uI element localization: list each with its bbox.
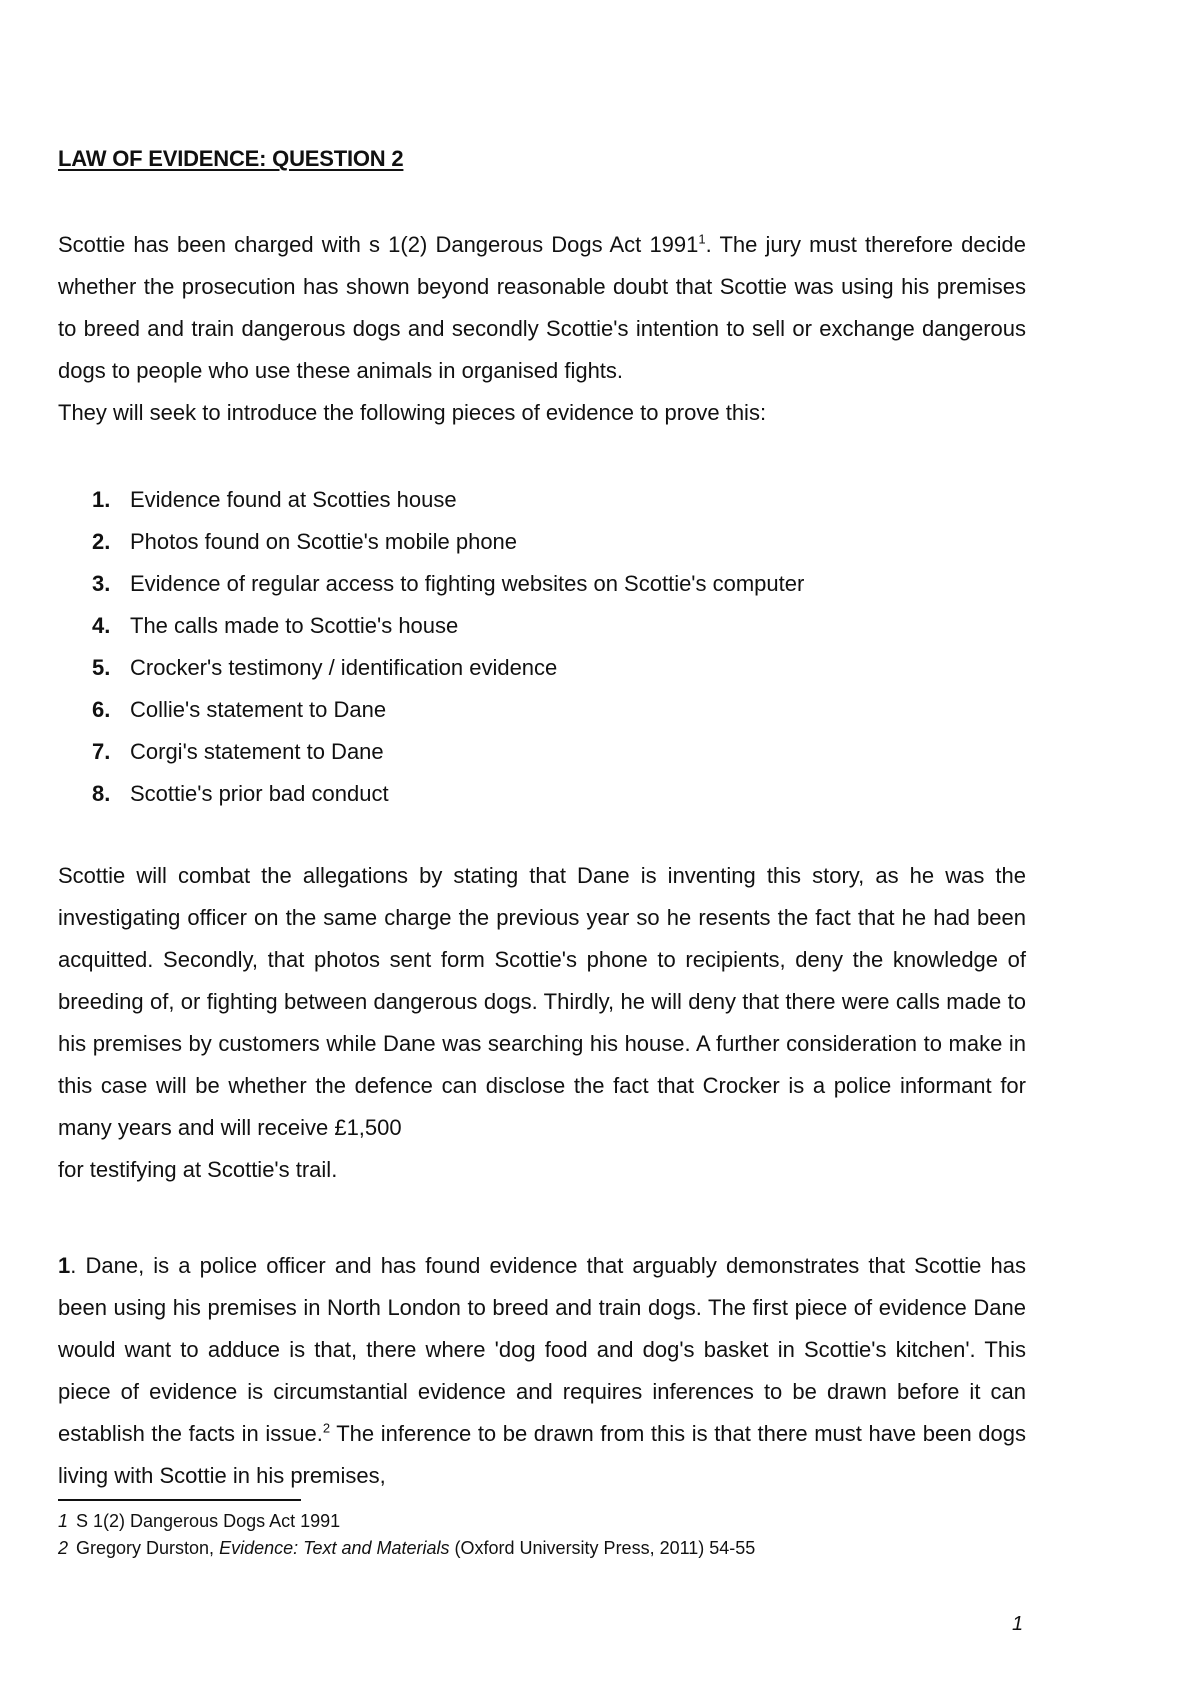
evidence-number: 6. — [92, 697, 111, 722]
evidence-item — [92, 647, 804, 689]
footnote-1 — [58, 1508, 755, 1535]
evidence-number: 5. — [92, 655, 111, 680]
footnote-2 — [58, 1535, 755, 1562]
footnote-number: 1 — [58, 1511, 69, 1531]
evidence-number: 2. — [92, 529, 111, 554]
point-number: 1 — [58, 1253, 71, 1278]
evidence-text: Collie's statement to Dane — [130, 697, 387, 722]
allegation-last-line: for testifying at Scottie's trail. — [58, 1157, 338, 1182]
point-one-text-continued: The inference to be drawn from this is that there must have been dogs living with Scottie in his premises, — [58, 1421, 1026, 1488]
footnote-ref-1[interactable]: 1 — [698, 231, 706, 247]
evidence-text: Corgi's statement to Dane — [130, 739, 384, 764]
intro-text: Scottie has been charged with s 1(2) Dangerous Dogs Act 1991 — [58, 232, 699, 257]
evidence-number: 4. — [92, 613, 111, 638]
evidence-text: Evidence found at Scotties house — [130, 487, 457, 512]
evidence-item — [92, 479, 804, 521]
evidence-text: Scottie's prior bad conduct — [130, 781, 389, 806]
evidence-number: 8. — [92, 781, 111, 806]
footnotes — [58, 1508, 755, 1562]
footnote-separator — [58, 1499, 301, 1501]
intro-last-line: They will seek to introduce the following pieces of evidence to prove this: — [58, 400, 767, 425]
evidence-list — [92, 479, 804, 815]
evidence-item — [92, 563, 804, 605]
footnote-publisher: (Oxford University Press, 2011) 54-55 — [449, 1538, 756, 1558]
evidence-item — [92, 731, 804, 773]
evidence-number: 7. — [92, 739, 111, 764]
evidence-number: 3. — [92, 571, 111, 596]
footnote-book-title: Evidence: Text and Materials — [219, 1538, 450, 1558]
point-one-text: . Dane, is a police officer and has found evidence that arguably demonstrates that Scottie has been using his premises in North London to breed and train dogs. The first piece of evidence Dane would want to adduce is that, there where 'dog food and dog's basket in Scottie's kitchen'. This piece of evidence is circumstantial evidence and requires inferences to be drawn before it can establish the facts in issue. — [58, 1253, 1026, 1446]
allegation-text: Scottie will combat the allegations by stating that Dane is inventing this story, as he was the investigating officer on the same charge the previous year so he resents the fact that he had been acquitted. Secondly, that photos sent form Scottie's phone to recipients, deny the knowledge of breeding of, or fighting between dangerous dogs. Thirdly, he will deny that there were calls made to his premises by customers while Dane was searching his house. A further consideration to make in this case will be whether the defence can disclose the fact that Crocker is a police informant for many years and will receive £1,500 — [58, 863, 1026, 1140]
page-number: 1 — [1012, 1613, 1024, 1635]
evidence-text: Evidence of regular access to fighting websites on Scottie's computer — [130, 571, 805, 596]
evidence-item — [92, 689, 804, 731]
footnote-author: Gregory Durston, — [76, 1538, 220, 1558]
evidence-text: The calls made to Scottie's house — [130, 613, 459, 638]
evidence-item — [92, 773, 804, 815]
evidence-text: Photos found on Scottie's mobile phone — [130, 529, 518, 554]
evidence-item — [92, 521, 804, 563]
evidence-text: Crocker's testimony / identification evidence — [130, 655, 558, 680]
point-one-paragraph — [58, 1245, 1026, 1497]
evidence-number: 1. — [92, 487, 111, 512]
footnote-ref-2[interactable]: 2 — [322, 1420, 331, 1436]
evidence-item — [92, 605, 804, 647]
footnote-number: 2 — [58, 1538, 69, 1558]
document-title: LAW OF EVIDENCE: QUESTION 2 — [58, 146, 404, 171]
intro-text-continued: . The jury must therefore decide whether the prosecution has shown beyond reasonable doubt that Scottie was using his premises to breed and train dangerous dogs and secondly Scottie's intention to sell or exchange dangerous dogs to people who use these animals in organised fights. — [58, 232, 1026, 383]
allegation-paragraph — [58, 855, 1026, 1191]
footnote-text: S 1(2) Dangerous Dogs Act 1991 — [76, 1511, 341, 1531]
intro-paragraph — [58, 224, 1026, 434]
